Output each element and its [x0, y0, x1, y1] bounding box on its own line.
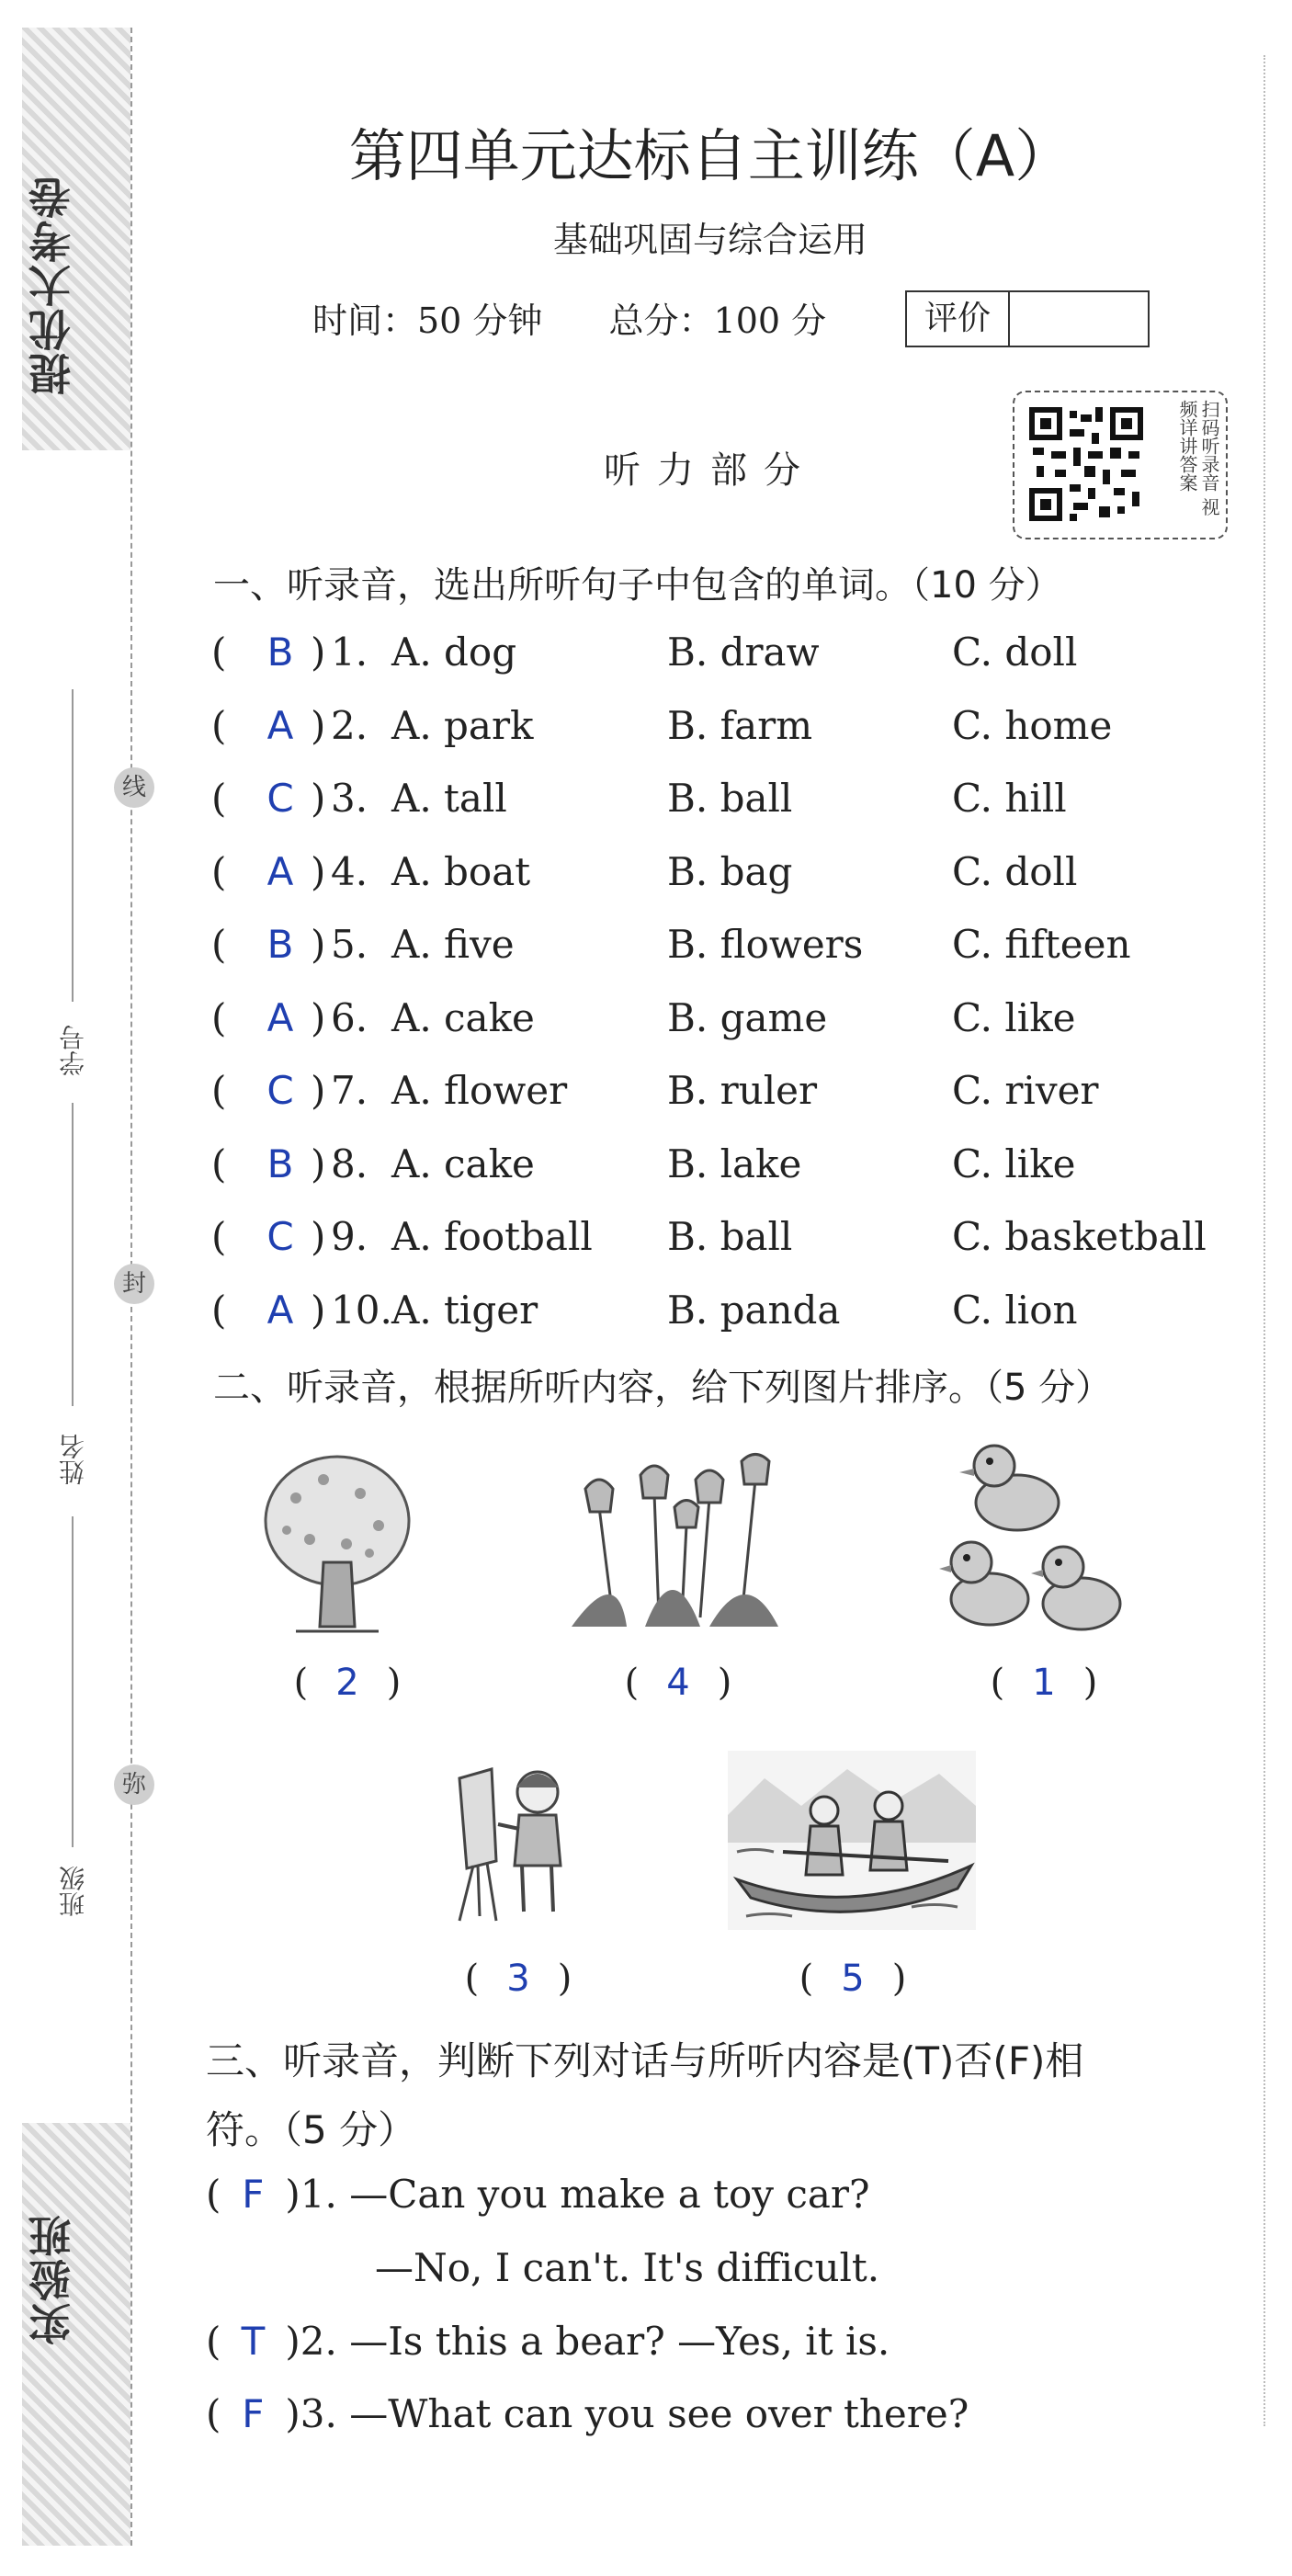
picture-answer-value: 2: [335, 1662, 359, 1704]
ducks-icon: [939, 1434, 1132, 1640]
top-band-text: 提优大考卷: [28, 175, 77, 395]
option-b: B. lake: [667, 1140, 802, 1186]
option-c: C. home: [952, 702, 1113, 748]
question-row: [211, 630, 1259, 685]
qr-caption: 扫码听录音 视频详讲答案: [1176, 400, 1220, 516]
option-a: A. flower: [391, 1068, 568, 1113]
listening-heading: 听力部分: [604, 449, 817, 492]
answer-letter: A: [266, 702, 294, 748]
close-paren: ): [311, 776, 326, 821]
close-paren: ): [311, 1068, 326, 1113]
option-a: A. boat: [391, 848, 531, 894]
part1-heading: 一、听录音，选出所听句子中包含的单词。（10 分）: [213, 564, 1062, 607]
option-a: A. cake: [391, 994, 535, 1040]
option-b: B. flowers: [667, 922, 864, 967]
tf-answer: F: [242, 2391, 265, 2436]
answer-letter: C: [266, 1214, 294, 1259]
close-paren: ): [311, 848, 326, 894]
seal-circle-close: 弥: [114, 1765, 154, 1805]
picture-answer-value: 5: [841, 1958, 865, 2000]
binding-strip: [22, 28, 146, 2546]
picture-answer-5: ( 5 ): [799, 1958, 907, 2000]
rating-box: [905, 290, 1150, 347]
bottom-band: [22, 2123, 130, 2546]
question-number: 10.: [331, 1287, 392, 1333]
tf-item-1-reply: [375, 2245, 1292, 2290]
picture-answer-2: ( 4 ): [624, 1662, 732, 1704]
close-paren: ): [311, 1140, 326, 1186]
picture-answer-3: ( 1 ): [990, 1662, 1098, 1704]
open-paren: (: [211, 702, 227, 748]
question-row: [211, 703, 1259, 758]
total-score: 总分：100 分: [608, 301, 827, 341]
option-b: B. bag: [667, 848, 793, 894]
class-label: 班级: [58, 1866, 88, 1917]
picture-answer-value: 1: [1032, 1662, 1056, 1704]
right-margin-line: [1264, 55, 1265, 2426]
question-row: [211, 1068, 1259, 1123]
option-b: B. panda: [667, 1287, 841, 1333]
picture-answer-value: 3: [506, 1958, 530, 2000]
field-line: [72, 1516, 74, 1847]
part2-heading: 二、听录音，根据所听内容，给下列图片排序。（5 分）: [213, 1367, 1113, 1409]
open-paren: (: [211, 630, 227, 675]
option-b: B. farm: [667, 702, 813, 748]
option-b: B. ball: [667, 1214, 793, 1259]
field-line: [72, 1103, 74, 1406]
answer-letter: A: [266, 848, 294, 894]
open-paren: (: [211, 776, 227, 821]
open-paren: (: [211, 1140, 227, 1186]
close-paren: ): [311, 922, 326, 967]
tf-text: —No, I can't. It's difficult.: [375, 2245, 880, 2290]
tf-number: )1.: [285, 2172, 337, 2217]
tf-number: )2.: [285, 2319, 337, 2364]
answer-letter: A: [266, 1287, 294, 1333]
option-b: B. draw: [667, 630, 820, 675]
question-row: [211, 1288, 1259, 1343]
name-label: 姓名: [58, 1434, 88, 1485]
exam-meta: [312, 292, 881, 343]
question-row: [211, 849, 1259, 904]
time-limit: 时间：50 分钟: [312, 301, 543, 341]
close-paren: ): [311, 994, 326, 1040]
option-c: C. like: [952, 994, 1076, 1040]
picture-answer-1: ( 2 ): [293, 1662, 402, 1704]
option-c: C. like: [952, 1140, 1076, 1186]
picture-answer-4: ( 3 ): [464, 1958, 572, 2000]
boy-drawing-icon: [450, 1760, 579, 1925]
question-number: 6.: [331, 994, 368, 1040]
seal-circle-seal: 封: [114, 1264, 154, 1304]
option-a: A. cake: [391, 1140, 535, 1186]
close-paren: ): [311, 702, 326, 748]
bottom-band-text: 实验班: [28, 2213, 77, 2345]
option-c: C. basketball: [952, 1214, 1207, 1259]
open-paren: (: [211, 1287, 227, 1333]
tf-number: )3.: [285, 2391, 337, 2436]
answer-letter: C: [266, 776, 294, 821]
question-number: 4.: [331, 848, 368, 894]
tf-answer: T: [241, 2319, 266, 2364]
tf-item-2: ( T )2. —Is this a bear? —Yes, it is.: [206, 2319, 890, 2364]
option-b: B. ball: [667, 776, 793, 821]
question-row: [211, 995, 1259, 1050]
open-paren: (: [211, 1068, 227, 1113]
close-paren: ): [311, 1287, 326, 1333]
open-paren: (: [211, 848, 227, 894]
answer-letter: B: [266, 922, 294, 967]
answer-letter: A: [266, 994, 294, 1040]
tf-text: —Is this a bear? —Yes, it is.: [349, 2319, 890, 2364]
rating-blank[interactable]: [1010, 292, 1148, 346]
question-number: 2.: [331, 702, 368, 748]
open-paren: (: [211, 1214, 227, 1259]
question-number: 9.: [331, 1214, 368, 1259]
question-row: [211, 922, 1259, 977]
tulips-icon: [562, 1452, 783, 1636]
option-b: B. game: [667, 994, 828, 1040]
option-c: C. doll: [952, 848, 1078, 894]
picture-answer-value: 4: [666, 1662, 690, 1704]
part3-heading-line2: 符。（5 分）: [206, 2107, 417, 2152]
tree-icon: [259, 1452, 415, 1636]
question-row: [211, 776, 1259, 831]
tf-answer: F: [242, 2172, 265, 2217]
option-a: A. dog: [391, 630, 517, 675]
page-title: 第四单元达标自主训练（A）: [348, 122, 1072, 189]
tf-text: —Can you make a toy car?: [349, 2172, 870, 2217]
close-paren: ): [311, 630, 326, 675]
tf-text: —What can you see over there?: [349, 2391, 969, 2436]
question-number: 7.: [331, 1068, 368, 1113]
option-c: C. doll: [952, 630, 1078, 675]
open-paren: (: [211, 922, 227, 967]
option-a: A. football: [391, 1214, 593, 1259]
top-band: [22, 28, 130, 450]
boat-rowing-icon: [728, 1751, 976, 1930]
question-row: [211, 1141, 1259, 1197]
answer-letter: C: [266, 1068, 294, 1113]
question-number: 1.: [331, 630, 368, 675]
answer-letter: B: [266, 630, 294, 675]
rating-label: 评价: [907, 292, 1010, 346]
option-c: C. fifteen: [952, 922, 1131, 967]
option-a: A. five: [391, 922, 515, 967]
question-number: 3.: [331, 776, 368, 821]
answer-letter: B: [266, 1140, 294, 1186]
question-row: [211, 1214, 1259, 1269]
page-subtitle: 基础巩固与综合运用: [552, 220, 867, 260]
tf-item-1: ( F )1. —Can you make a toy car?: [206, 2172, 870, 2217]
option-b: B. ruler: [667, 1068, 818, 1113]
part3-heading-line1: 三、听录音，判断下列对话与所听内容是(T)否(F)相: [206, 2038, 1084, 2083]
option-a: A. tall: [391, 776, 507, 821]
seal-circle-line: 线: [114, 767, 154, 808]
tf-item-3: ( F )3. —What can you see over there?: [206, 2391, 969, 2436]
option-a: A. park: [391, 702, 534, 748]
option-c: C. river: [952, 1068, 1099, 1113]
option-c: C. lion: [952, 1287, 1078, 1333]
open-paren: (: [211, 994, 227, 1040]
close-paren: ): [311, 1214, 326, 1259]
option-a: A. tiger: [391, 1287, 538, 1333]
field-line: [72, 689, 74, 1002]
option-c: C. hill: [952, 776, 1067, 821]
question-number: 5.: [331, 922, 368, 967]
question-number: 8.: [331, 1140, 368, 1186]
student-number-label: 学号: [58, 1025, 88, 1076]
